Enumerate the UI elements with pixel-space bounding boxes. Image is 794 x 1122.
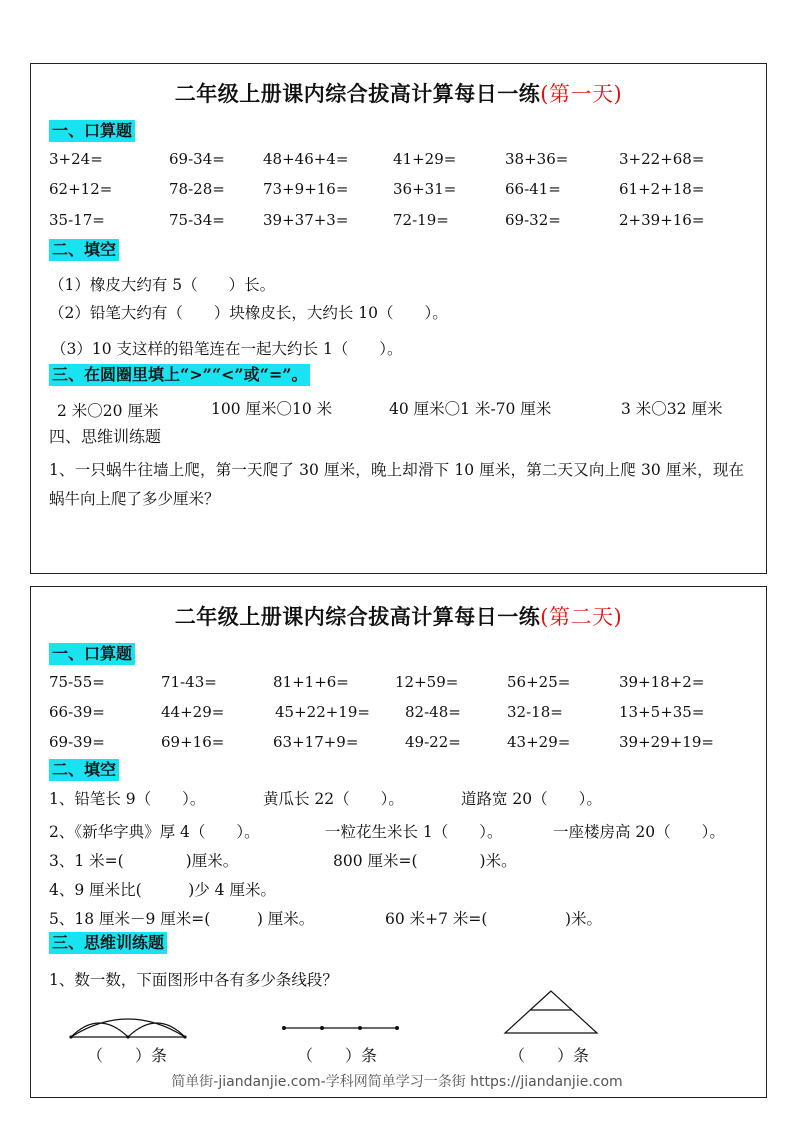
fill-item: （1）橡皮大约有 5（ ）长。 xyxy=(49,276,276,294)
oral-item: 45+22+19= xyxy=(275,703,370,721)
title-text: 二年级上册课内综合拔高计算每日一练 xyxy=(174,604,541,629)
oral-item: 41+29= xyxy=(393,150,457,168)
answer-caption: （ ）条 xyxy=(87,1046,168,1065)
oral-item: 3+22+68= xyxy=(619,150,705,168)
fill-item: 3、1 米=( )厘米。 xyxy=(49,852,239,870)
oral-item: 62+12= xyxy=(49,180,113,198)
footer-watermark: 简单街-jiandanjie.com-学科网简单学习一条街 https://jiandanjie.com xyxy=(171,1074,623,1090)
oral-item: 43+29= xyxy=(507,733,571,751)
oral-item: 69-34= xyxy=(169,150,225,168)
section-oral-heading: 一、口算题 xyxy=(49,120,135,142)
oral-item: 39+18+2= xyxy=(619,673,705,691)
oral-item: 35-17= xyxy=(49,211,105,229)
oral-item: 49-22= xyxy=(405,733,461,751)
fill-item: 5、18 厘米－9 厘米=( ) 厘米。 xyxy=(49,910,315,928)
fill-item: 800 厘米=( )米。 xyxy=(333,852,517,870)
section-oral-heading: 一、口算题 xyxy=(49,643,135,665)
word-problem: 1、数一数，下面图形中各有多少条线段？ xyxy=(49,971,338,989)
section-fill-heading: 二、填空 xyxy=(49,239,119,261)
compare-item: 100 厘米〇10 米 xyxy=(211,400,333,418)
compare-item: 3 米〇32 厘米 xyxy=(621,400,723,418)
oral-item: 39+29+19= xyxy=(619,733,714,751)
oral-item: 75-34= xyxy=(169,211,225,229)
oral-item: 3+24= xyxy=(49,150,103,168)
oral-item: 66-39= xyxy=(49,703,105,721)
oral-item: 69-39= xyxy=(49,733,105,751)
fill-item: 4、9 厘米比( )少 4 厘米。 xyxy=(49,881,276,899)
oral-item: 75-55= xyxy=(49,673,105,691)
worksheet-day-2 xyxy=(30,586,767,1098)
oral-item: 38+36= xyxy=(505,150,569,168)
oral-row xyxy=(49,211,766,233)
fill-item: 一粒花生米长 1（ ）。 xyxy=(325,823,503,841)
oral-row xyxy=(49,673,766,695)
oral-item: 63+17+9= xyxy=(273,733,359,751)
oral-row xyxy=(49,150,766,172)
oral-item: 66-41= xyxy=(505,180,561,198)
oral-item: 48+46+4= xyxy=(263,150,349,168)
oral-item: 61+2+18= xyxy=(619,180,705,198)
fill-item: 2、《新华字典》厚 4（ ）。 xyxy=(49,823,260,841)
answer-caption: （ ）条 xyxy=(297,1046,378,1065)
fill-item: （3）10 支这样的铅笔连在一起大约长 1（ ）。 xyxy=(51,340,403,358)
oral-item: 81+1+6= xyxy=(273,673,349,691)
section-compare-heading: 三、在圆圈里填上“>”“<”或“=”。 xyxy=(49,364,310,386)
fill-item: 黄瓜长 22（ ）。 xyxy=(263,790,404,808)
arc-segments-figure xyxy=(69,1007,189,1042)
day-label: (第二天) xyxy=(540,605,623,629)
oral-item: 44+29= xyxy=(161,703,225,721)
oral-row xyxy=(49,703,766,725)
oral-row xyxy=(49,180,766,202)
oral-item: 69+16= xyxy=(161,733,225,751)
oral-item: 2+39+16= xyxy=(619,211,705,229)
oral-item: 32-18= xyxy=(507,703,563,721)
day-label: (第一天) xyxy=(540,82,623,106)
oral-item: 12+59= xyxy=(395,673,459,691)
fill-item: 一座楼房高 20（ ）。 xyxy=(553,823,725,841)
worksheet-title xyxy=(31,601,766,631)
oral-item: 36+31= xyxy=(393,180,457,198)
oral-item: 78-28= xyxy=(169,180,225,198)
worksheet-day-1 xyxy=(30,63,767,574)
section-thinking-heading: 三、思维训练题 xyxy=(49,932,167,954)
fill-item: （2）铅笔大约有（ ）块橡皮长，大约长 10（ ）。 xyxy=(49,304,448,322)
oral-item: 56+25= xyxy=(507,673,571,691)
compare-item: 2 米〇20 厘米 xyxy=(57,402,159,420)
title-text: 二年级上册课内综合拔高计算每日一练 xyxy=(174,81,541,106)
fill-item: 道路宽 20（ ）。 xyxy=(461,790,602,808)
oral-item: 72-19= xyxy=(393,211,449,229)
fill-item: 60 米+7 米=( )米。 xyxy=(385,910,603,928)
answer-caption: （ ）条 xyxy=(509,1046,590,1065)
oral-item: 82-48= xyxy=(405,703,461,721)
oral-row xyxy=(49,733,766,755)
worksheet-title xyxy=(31,78,766,108)
triangle-segments-figure xyxy=(503,989,599,1035)
section-fill-heading: 二、填空 xyxy=(49,759,119,781)
fill-item: 1、铅笔长 9（ ）。 xyxy=(49,790,206,808)
oral-item: 71-43= xyxy=(161,673,217,691)
oral-item: 69-32= xyxy=(505,211,561,229)
point-segments-figure xyxy=(281,1022,401,1034)
word-problem: 1、一只蜗牛往墙上爬，第一天爬了 30 厘米，晚上却滑下 10 厘米，第二天又向上爬 30 厘米，现在蜗牛向上爬了多少厘米？ xyxy=(49,461,744,508)
section-thinking-heading: 四、思维训练题 xyxy=(49,427,162,446)
oral-item: 39+37+3= xyxy=(263,211,349,229)
oral-item: 13+5+35= xyxy=(619,703,705,721)
oral-item: 73+9+16= xyxy=(263,180,349,198)
compare-item: 40 厘米〇1 米-70 厘米 xyxy=(389,400,552,418)
